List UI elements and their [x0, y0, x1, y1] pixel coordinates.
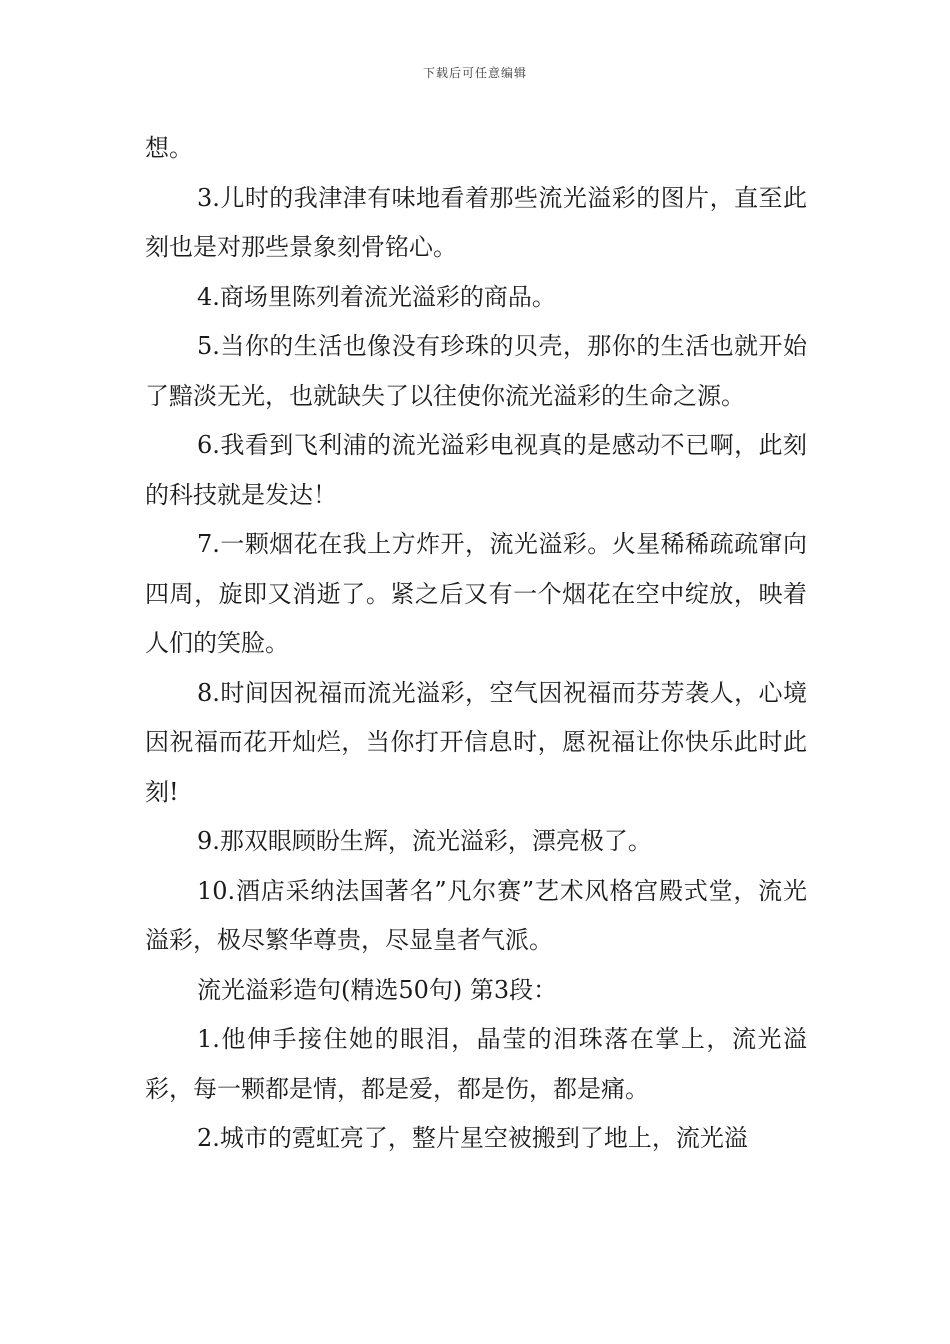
paragraph-item-8: 8.时间因祝福而流光溢彩，空气因祝福而芬芳袭人，心境因祝福而花开灿烂，当你打开信息时，愿祝福让你快乐此时此刻!: [145, 678, 807, 806]
paragraph-continuation: 想。: [145, 134, 193, 162]
paragraph-item-2: 2.城市的霓虹亮了，整片星空被搬到了地上，流光溢: [197, 1124, 748, 1152]
paragraph-item-4: 4.商场里陈列着流光溢彩的商品。: [197, 282, 556, 311]
paragraph-item-3: 3.儿时的我津津有味地看着那些流光溢彩的图片，直至此刻也是对那些景象刻骨铭心。: [145, 183, 807, 261]
section-heading: 流光溢彩造句(精选50句) 第3段：: [197, 975, 558, 1004]
paragraph-item-10: 10.酒店采纳法国著名”凡尔赛”艺术风格宫殿式堂，流光溢彩，极尽繁华尊贵，尽显皇者气派。: [145, 876, 807, 954]
paragraph-item-9: 9.那双眼顾盼生辉，流光溢彩，漂亮极了。: [197, 827, 652, 855]
document-body: [145, 124, 807, 1164]
paragraph-item-7: 7.一颗烟花在我上方炸开，流光溢彩。火星稀稀疏疏窜向四周，旋即又消逝了。紧之后又有一个烟花在空中绽放，映着人们的笑脸。: [145, 530, 807, 657]
page-header: 下载后可任意编辑: [422, 66, 527, 80]
paragraph-item-1: 1.他伸手接住她的眼泪，晶莹的泪珠落在掌上，流光溢彩，每一颗都是情，都是爱，都是伤，都是痛。: [145, 1025, 807, 1103]
paragraph-item-6: 6.我看到飞利浦的流光溢彩电视真的是感动不已啊，此刻的科技就是发达！: [145, 431, 807, 509]
paragraph-item-5: 5.当你的生活也像没有珍珠的贝壳，那你的生活也就开始了黯淡无光，也就缺失了以往使你流光溢彩的生命之源。: [145, 332, 807, 410]
